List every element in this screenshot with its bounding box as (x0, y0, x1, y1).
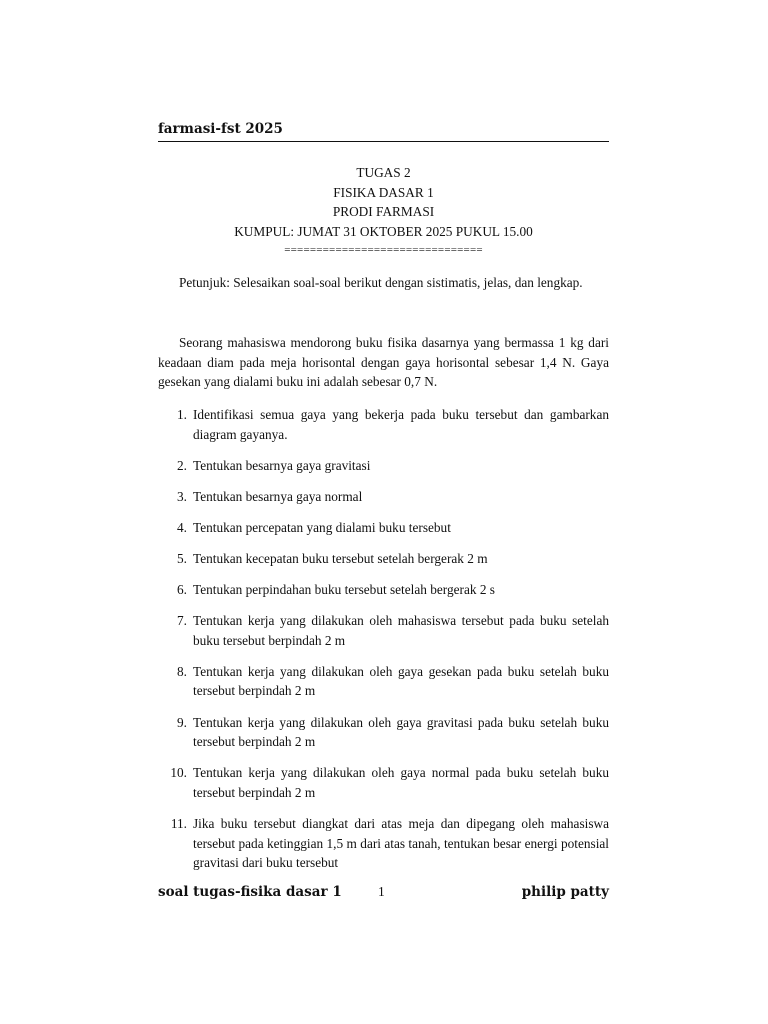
question-number: 8. (177, 663, 187, 679)
question-number: 7. (177, 613, 187, 629)
question-text: Identifikasi semua gaya yang bekerja pada buku tersebut dan gambarkan diagram gayanya. (193, 407, 609, 442)
list-item (158, 611, 609, 650)
title-block (158, 163, 609, 261)
question-text: Tentukan kerja yang dilakukan oleh gaya gesekan pada buku setelah buku tersebut berpindah 2 m (193, 663, 609, 699)
question-text: Tentukan perpindahan buku tersebut setelah bergerak 2 s (193, 582, 495, 598)
title-line-program: PRODI FARMASI (332, 204, 435, 220)
list-item (158, 713, 609, 752)
question-number: 5. (177, 550, 187, 566)
title-line-course: FISIKA DASAR 1 (333, 184, 434, 200)
question-number: 11. (170, 815, 187, 831)
question-number: 1. (177, 407, 187, 422)
footer-author: philip patty (521, 884, 609, 900)
question-list (158, 405, 609, 884)
question-text: Tentukan kerja yang dilakukan oleh mahasiswa tersebut pada buku setelah buku tersebut berpindah 2 m (193, 613, 609, 648)
list-item (158, 487, 609, 507)
question-number: 2. (177, 457, 187, 473)
question-text: Jika buku tersebut diangkat dari atas meja dan dipegang oleh mahasiswa tersebut pada ketinggian 1,5 m dari atas tanah, tentukan besar energi potensial gravitasi dari buku tersebut (193, 815, 609, 871)
question-text: Tentukan kecepatan buku tersebut setelah bergerak 2 m (193, 550, 488, 566)
list-item (158, 814, 609, 873)
list-item (158, 405, 609, 444)
page-header (158, 121, 609, 142)
question-number: 3. (177, 488, 187, 504)
footer-course-label: soal tugas-fisika dasar 1 (158, 884, 342, 900)
list-item (158, 456, 609, 476)
instruction-text: Petunjuk: Selesaikan soal-soal berikut dengan sistimatis, jelas, dan lengkap. (179, 275, 583, 290)
question-text: Tentukan kerja yang dilakukan oleh gaya gravitasi pada buku setelah buku tersebut berpindah 2 m (193, 714, 609, 750)
question-number: 4. (177, 519, 187, 535)
problem-statement: Seorang mahasiswa mendorong buku fisika dasarnya yang bermassa 1 kg dari keadaan diam pada meja horisontal dengan gaya horisontal sebesar 1,4 N. Gaya gesekan yang dialami buku ini adalah sebesar 0,7 N. (158, 335, 609, 390)
question-text: Tentukan besarnya gaya normal (193, 488, 363, 504)
question-text: Tentukan besarnya gaya gravitasi (193, 457, 371, 473)
list-item (158, 518, 609, 538)
list-item (158, 763, 609, 802)
title-separator: =============================== (284, 244, 483, 257)
list-item (158, 580, 609, 600)
page-number: 1 (378, 884, 385, 899)
title-line-assignment: TUGAS 2 (356, 165, 411, 180)
header-title: farmasi-fst 2025 (158, 121, 283, 137)
question-text: Tentukan percepatan yang dialami buku tersebut (193, 519, 451, 535)
question-number: 9. (177, 714, 187, 730)
list-item (158, 662, 609, 701)
question-text: Tentukan kerja yang dilakukan oleh gaya normal pada buku setelah buku tersebut berpindah 2 m (193, 765, 609, 800)
question-number: 10. (170, 765, 187, 781)
title-line-deadline: KUMPUL: JUMAT 31 OKTOBER 2025 PUKUL 15.00 (234, 223, 533, 239)
list-item (158, 549, 609, 569)
question-number: 6. (177, 582, 187, 598)
